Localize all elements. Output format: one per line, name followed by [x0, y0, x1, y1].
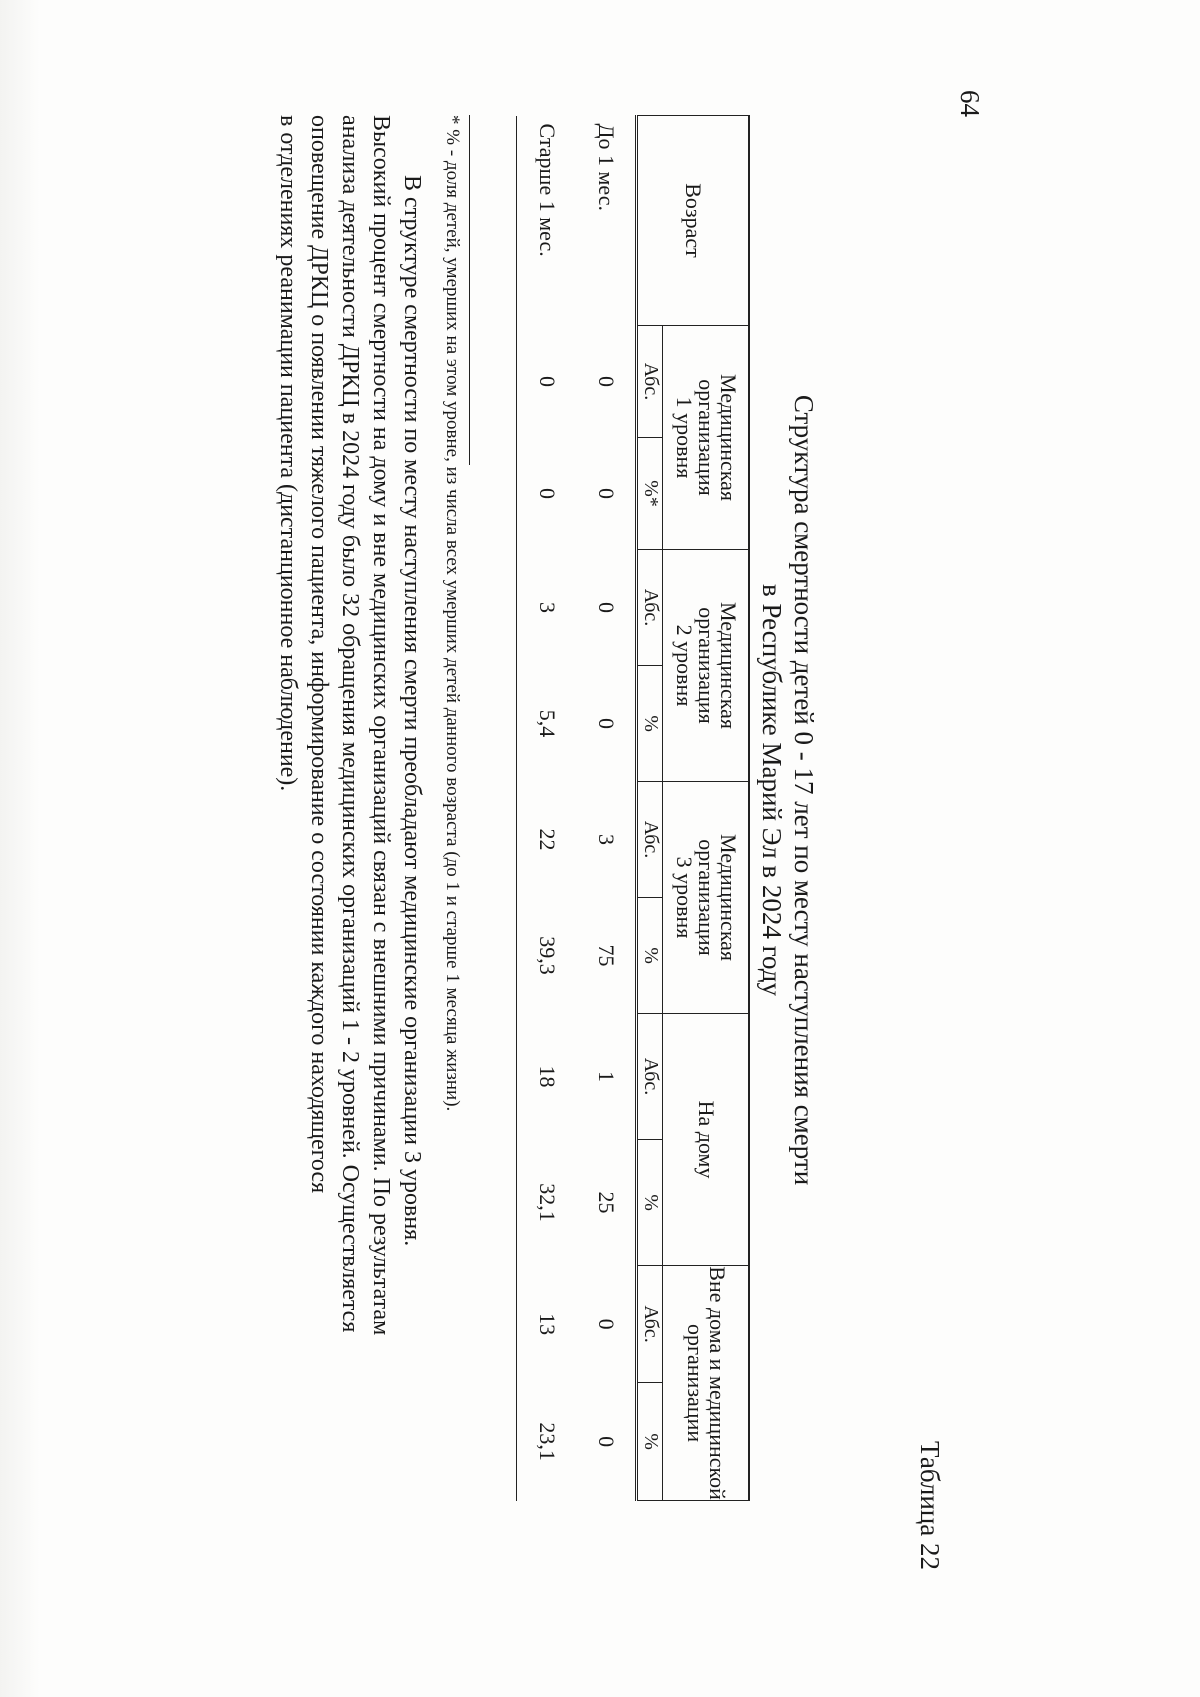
group-header-line: На дому: [693, 1100, 719, 1179]
table-caption: Таблица 22: [915, 1441, 945, 1570]
mortality-table: [517, 115, 751, 1501]
age-column-header: Возраст: [637, 116, 749, 326]
table-row: [517, 116, 577, 1501]
group-header-line: 3 уровня: [671, 856, 697, 939]
footnote: * % - доля детей, умерших на этом уровне, из числа всех умерших детей данного возраста (до 1 и старше 1 месяца жизни).: [442, 115, 463, 1112]
group-header-line: 2 уровня: [671, 624, 697, 707]
group-header-line: 1 уровня: [671, 396, 697, 479]
group-header-home: [663, 1014, 749, 1266]
table-cell: 0: [594, 718, 620, 730]
group-header-line: организация: [693, 839, 719, 956]
paragraph-line: оповещение ДРКЦ о появлении тяжелого пациента, информирование о состоянии каждого находящегося: [306, 115, 332, 1194]
pct-subheader: %: [637, 1140, 663, 1266]
body-paragraph: [272, 115, 427, 1540]
table-cell: 0: [594, 1436, 620, 1448]
group-header-line: организация: [693, 607, 719, 724]
page-number: 64: [955, 90, 985, 117]
rotated-page-content: [265, 90, 985, 1610]
abs-subheader: Абс.: [637, 782, 663, 898]
table-row: [577, 116, 637, 1501]
table-cell: 1: [594, 1071, 620, 1083]
abs-subheader: Абс.: [637, 1266, 663, 1383]
table-cell: 39,3: [517, 898, 577, 1014]
table-cell: 3: [517, 550, 577, 666]
group-header-line: Вне дома и медицинской: [704, 1266, 730, 1500]
table-cell: 75: [594, 944, 620, 967]
group-header-line: Медицинская: [715, 373, 741, 502]
table-cell: 0: [517, 326, 577, 438]
table-cell: 25: [594, 1191, 620, 1214]
group-header-level-2: [663, 550, 749, 782]
table-cell: 0: [594, 602, 620, 614]
pct-subheader: %*: [637, 438, 663, 550]
table-cell: 22: [517, 782, 577, 898]
abs-subheader: Абс.: [637, 550, 663, 666]
pct-subheader: %: [637, 1383, 663, 1501]
group-header-level-1: [663, 326, 749, 550]
table-header-row-groups: [663, 116, 749, 1501]
table-cell: 0: [517, 438, 577, 550]
group-header-level-3: [663, 782, 749, 1014]
footnote-divider: [469, 115, 470, 465]
table-cell: 13: [517, 1266, 577, 1383]
table-cell: 0: [594, 376, 620, 387]
paragraph-line: В структуре смертности по месту наступления смерти преобладают медицинские организации 3 уровня.: [399, 175, 425, 1247]
table-cell: 0: [594, 1318, 620, 1330]
table-cell: 5,4: [517, 666, 577, 782]
abs-subheader: Абс.: [637, 1014, 663, 1140]
abs-subheader: Абс.: [637, 326, 663, 438]
table-cell: 23,1: [517, 1383, 577, 1501]
group-header-outside: [663, 1266, 749, 1501]
paragraph-line: в отделениях реанимации пациента (дистанционное наблюдение).: [275, 115, 301, 792]
pct-subheader: %: [637, 666, 663, 782]
group-header-line: организация: [693, 379, 719, 496]
pct-subheader: %: [637, 898, 663, 1014]
table-title-line-1: Структура смертности детей 0 - 17 лет по месту наступления смерти: [789, 394, 819, 1186]
table-title: [756, 90, 820, 1490]
group-header-line: Медицинская: [715, 834, 741, 962]
paragraph-line: Высокий процент смертности на дому и вне медицинских организаций связан с внешними причинами. По результатам: [368, 115, 394, 1336]
table-cell: 18: [517, 1014, 577, 1140]
group-header-line: Медицинская: [715, 602, 741, 730]
table-cell: 3: [594, 834, 620, 846]
group-header-line: организации: [682, 1324, 708, 1443]
table-title-line-2: в Республике Марий Эл в 2024 году: [757, 583, 787, 996]
table-cell: 0: [594, 488, 620, 499]
age-cell: Старше 1 мес.: [517, 116, 577, 326]
age-cell: До 1 мес.: [594, 123, 620, 212]
table-cell: 32,1: [517, 1140, 577, 1266]
paragraph-line: анализа деятельности ДРКЦ в 2024 году было 32 обращения медицинских организаций 1 - 2 уровней. Осуществляется: [337, 115, 363, 1333]
